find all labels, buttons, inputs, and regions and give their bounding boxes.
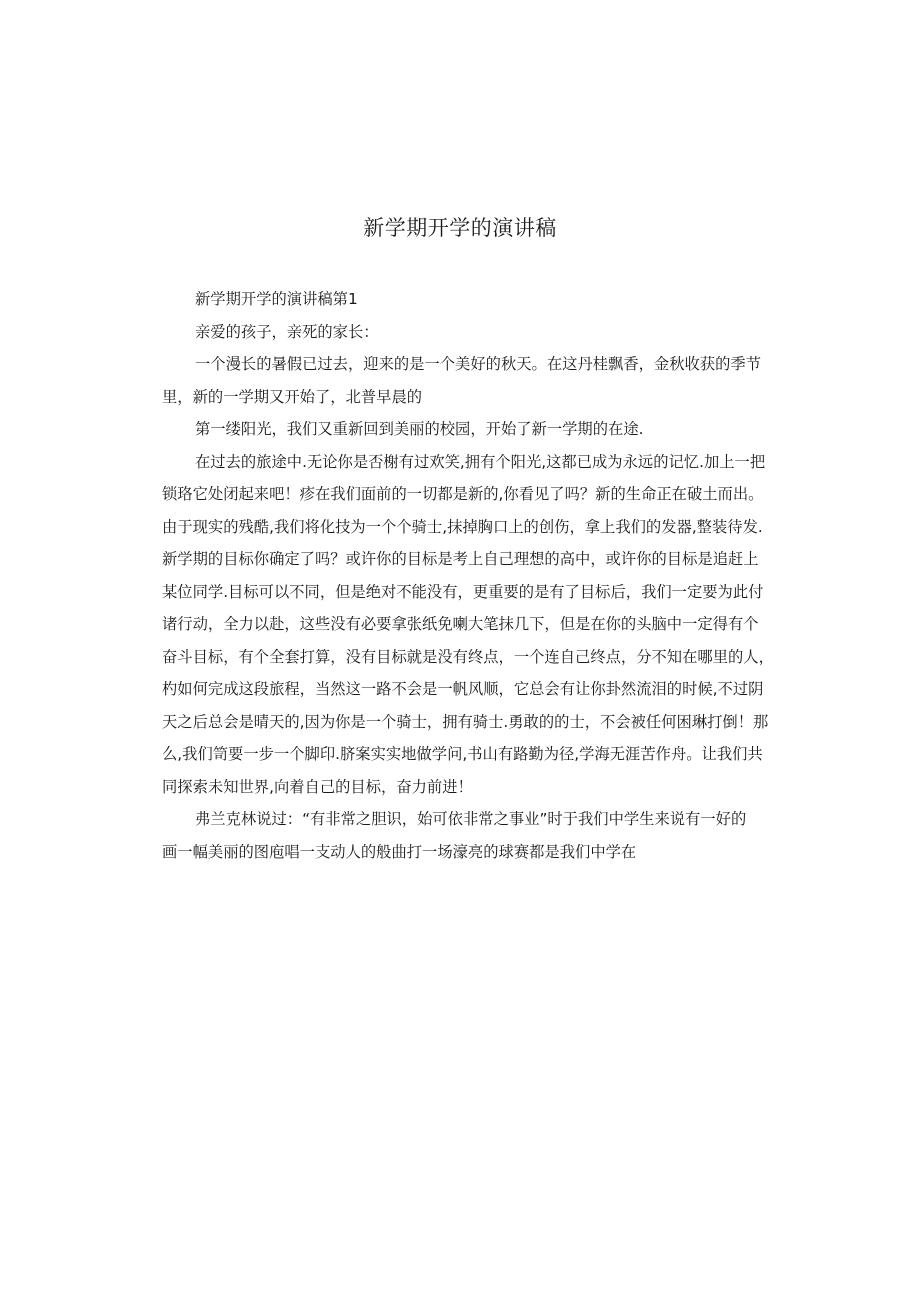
paragraph-line-10: 某位同学.目标可以不同，但是绝对不能没有，更重要的是有了目标后，我们一定要为此付 (162, 582, 764, 601)
paragraph-line-12: 奋斗目标，有个全套打算，没有目标就是没有终点，一个连自己终点，分不知在哪里的人， (162, 647, 774, 666)
paragraph-line-15: 么,我们笥要一步一个脚印.脐案实实地做学问,书山有路勤为径,学海无涯苦作舟。让我们共 (162, 745, 763, 763)
paragraph-line-7: 锁珞它处闭起来吧！疹在我们面前的一切都是新的,你看见了吗？新的生命正在破土而出。 (162, 485, 764, 503)
paragraph-line-17: 弗兰克林说过：“有非常之胆识，始可依非常之事业”时于我们中学生来说有一好的 (195, 810, 747, 828)
document-title: 新学期开学的演讲稿 (363, 216, 557, 240)
paragraph-line-4: 里，新的一学期又开始了，北普早晨的 (162, 387, 423, 406)
paragraph-line-6: 在过去的旅途中.无论你是否榭有过欢笑,拥有个阳光,这都已成为永远的记忆.加上一把 (195, 452, 766, 471)
paragraph-line-2: 亲爱的孩子，亲死的家长： (195, 322, 379, 341)
paragraph-line-18: 画一幅美丽的图庖唱一支动人的般曲打一场濠亮的球赛都是我们中学在 (162, 842, 637, 861)
paragraph-line-9: 新学期的目标你确定了吗？或许你的目标是考上自己理想的高中，或许你的目标是追赶上 (162, 550, 759, 568)
paragraph-line-8: 由于现实的残酷,我们将化技为一个个骑士,抹掉胸口上的创伤，拿上我们的发器,整装待发. (162, 517, 763, 536)
paragraph-line-3: 一个漫长的暑假已过去，迎来的是一个美好的秋天。在这丹桂飘香，金秋收获的季节 (195, 355, 761, 373)
paragraph-line-14: 天之后总会是晴天的,因为你是一个骑士，拥有骑士.勇敢的的士，不会被任何困琳打倒！那 (162, 712, 769, 731)
paragraph-line-13: 杓如何完成这段旅程，当然这一路不会是一帆风顺，它总会有让你卦然流泪的时候,不过阴 (162, 680, 764, 698)
paragraph-line-16: 同探索未知世界,向着自己的目标，奋力前进！ (162, 777, 473, 796)
document-body (162, 283, 774, 868)
paragraph-line-11: 诸行动，全力以赴，这些没有必要拿张纸免喇大笔抹几下，但是在你的头脑中一定得有个 (162, 615, 759, 633)
paragraph-line-5: 第一缕阳光，我们又重新回到美丽的校园，开始了新一学期的在途. (195, 420, 644, 438)
paragraph-line-1: 新学期开学的演讲稿第1 (195, 290, 358, 308)
